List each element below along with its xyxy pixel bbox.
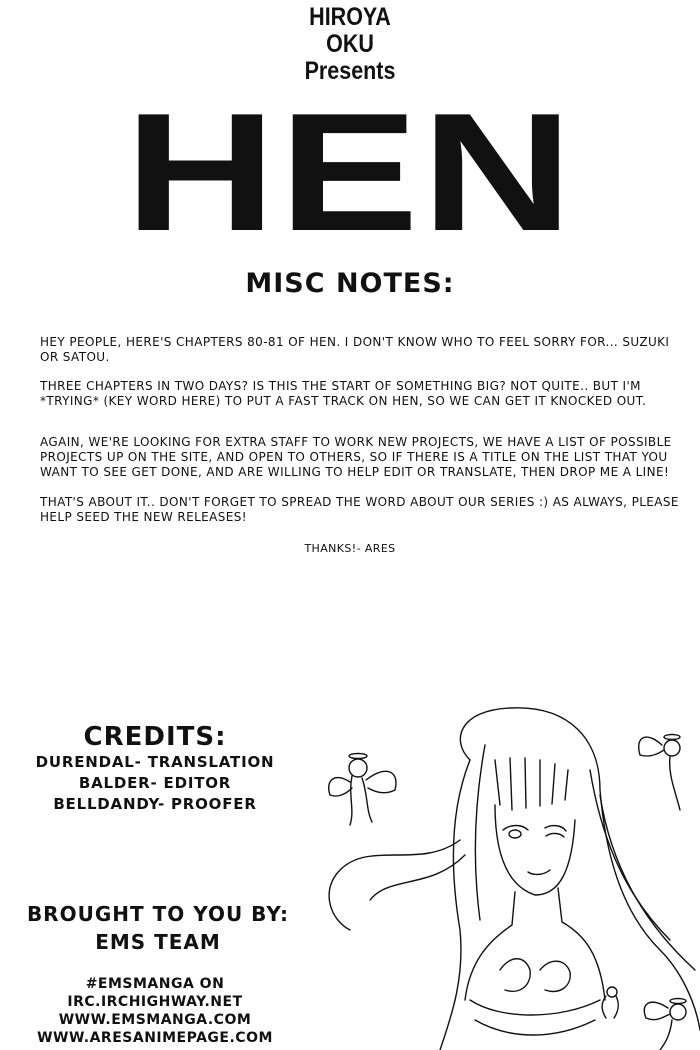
author-first-name: HIROYA xyxy=(309,3,391,31)
irc-server: IRC.IRCHIGHWAY.NET xyxy=(67,994,243,1010)
note-paragraph: THAT'S ABOUT IT.. DON'T FORGET TO SPREAD THE WORD ABOUT OUR SERIES :) AS ALWAYS, PLEASE HELP SEED THE NEW RELEASES! xyxy=(40,495,679,524)
brought-by-heading: BROUGHT TO YOU BY: xyxy=(26,902,290,926)
girl-illustration xyxy=(300,700,700,1050)
signoff: THANKS!- ARES xyxy=(304,542,396,555)
series-title: HEN xyxy=(124,78,576,266)
irc-channel: #EMSMANGA ON xyxy=(85,976,225,992)
credit-line: DURENDAL- TRANSLATION xyxy=(35,753,275,771)
team-name: EMS TEAM xyxy=(95,930,221,954)
note-paragraph: HEY PEOPLE, HERE'S CHAPTERS 80-81 OF HEN. I DON'T KNOW WHO TO FEEL SORRY FOR... SUZUKI OR SATOU. xyxy=(40,335,670,364)
note-paragraph: AGAIN, WE'RE LOOKING FOR EXTRA STAFF TO WORK NEW PROJECTS, WE HAVE A LIST OF POSSIBLE PROJECTS UP ON THE SITE, AND OPEN TO OTHERS, SO IF THERE IS A TITLE ON THE LIST THAT YOU WANT TO SEE GET DONE, AND ARE WILLING TO HELP EDIT OR TRANSLATE, THEN DROP ME A LINE! xyxy=(40,435,672,479)
website-link: WWW.EMSMANGA.COM xyxy=(58,1012,252,1028)
credit-line: BELLDANDY- PROOFER xyxy=(53,795,257,813)
credit-line: BALDER- EDITOR xyxy=(78,774,232,792)
author-credit xyxy=(49,4,651,85)
credits-heading: CREDITS: xyxy=(83,722,227,752)
author-last-name: OKU xyxy=(326,30,374,58)
presents-label: Presents xyxy=(304,57,396,85)
note-paragraph: THREE CHAPTERS IN TWO DAYS? IS THIS THE START OF SOMETHING BIG? NOT QUITE.. BUT I'M *TRYING* (KEY WORD HERE) TO PUT A FAST TRACK ON HEN, SO WE CAN GET IT KNOCKED OUT. xyxy=(40,379,647,408)
notes-heading: MISC NOTES: xyxy=(245,268,455,299)
website-link: WWW.ARESANIMEPAGE.COM xyxy=(37,1030,273,1046)
